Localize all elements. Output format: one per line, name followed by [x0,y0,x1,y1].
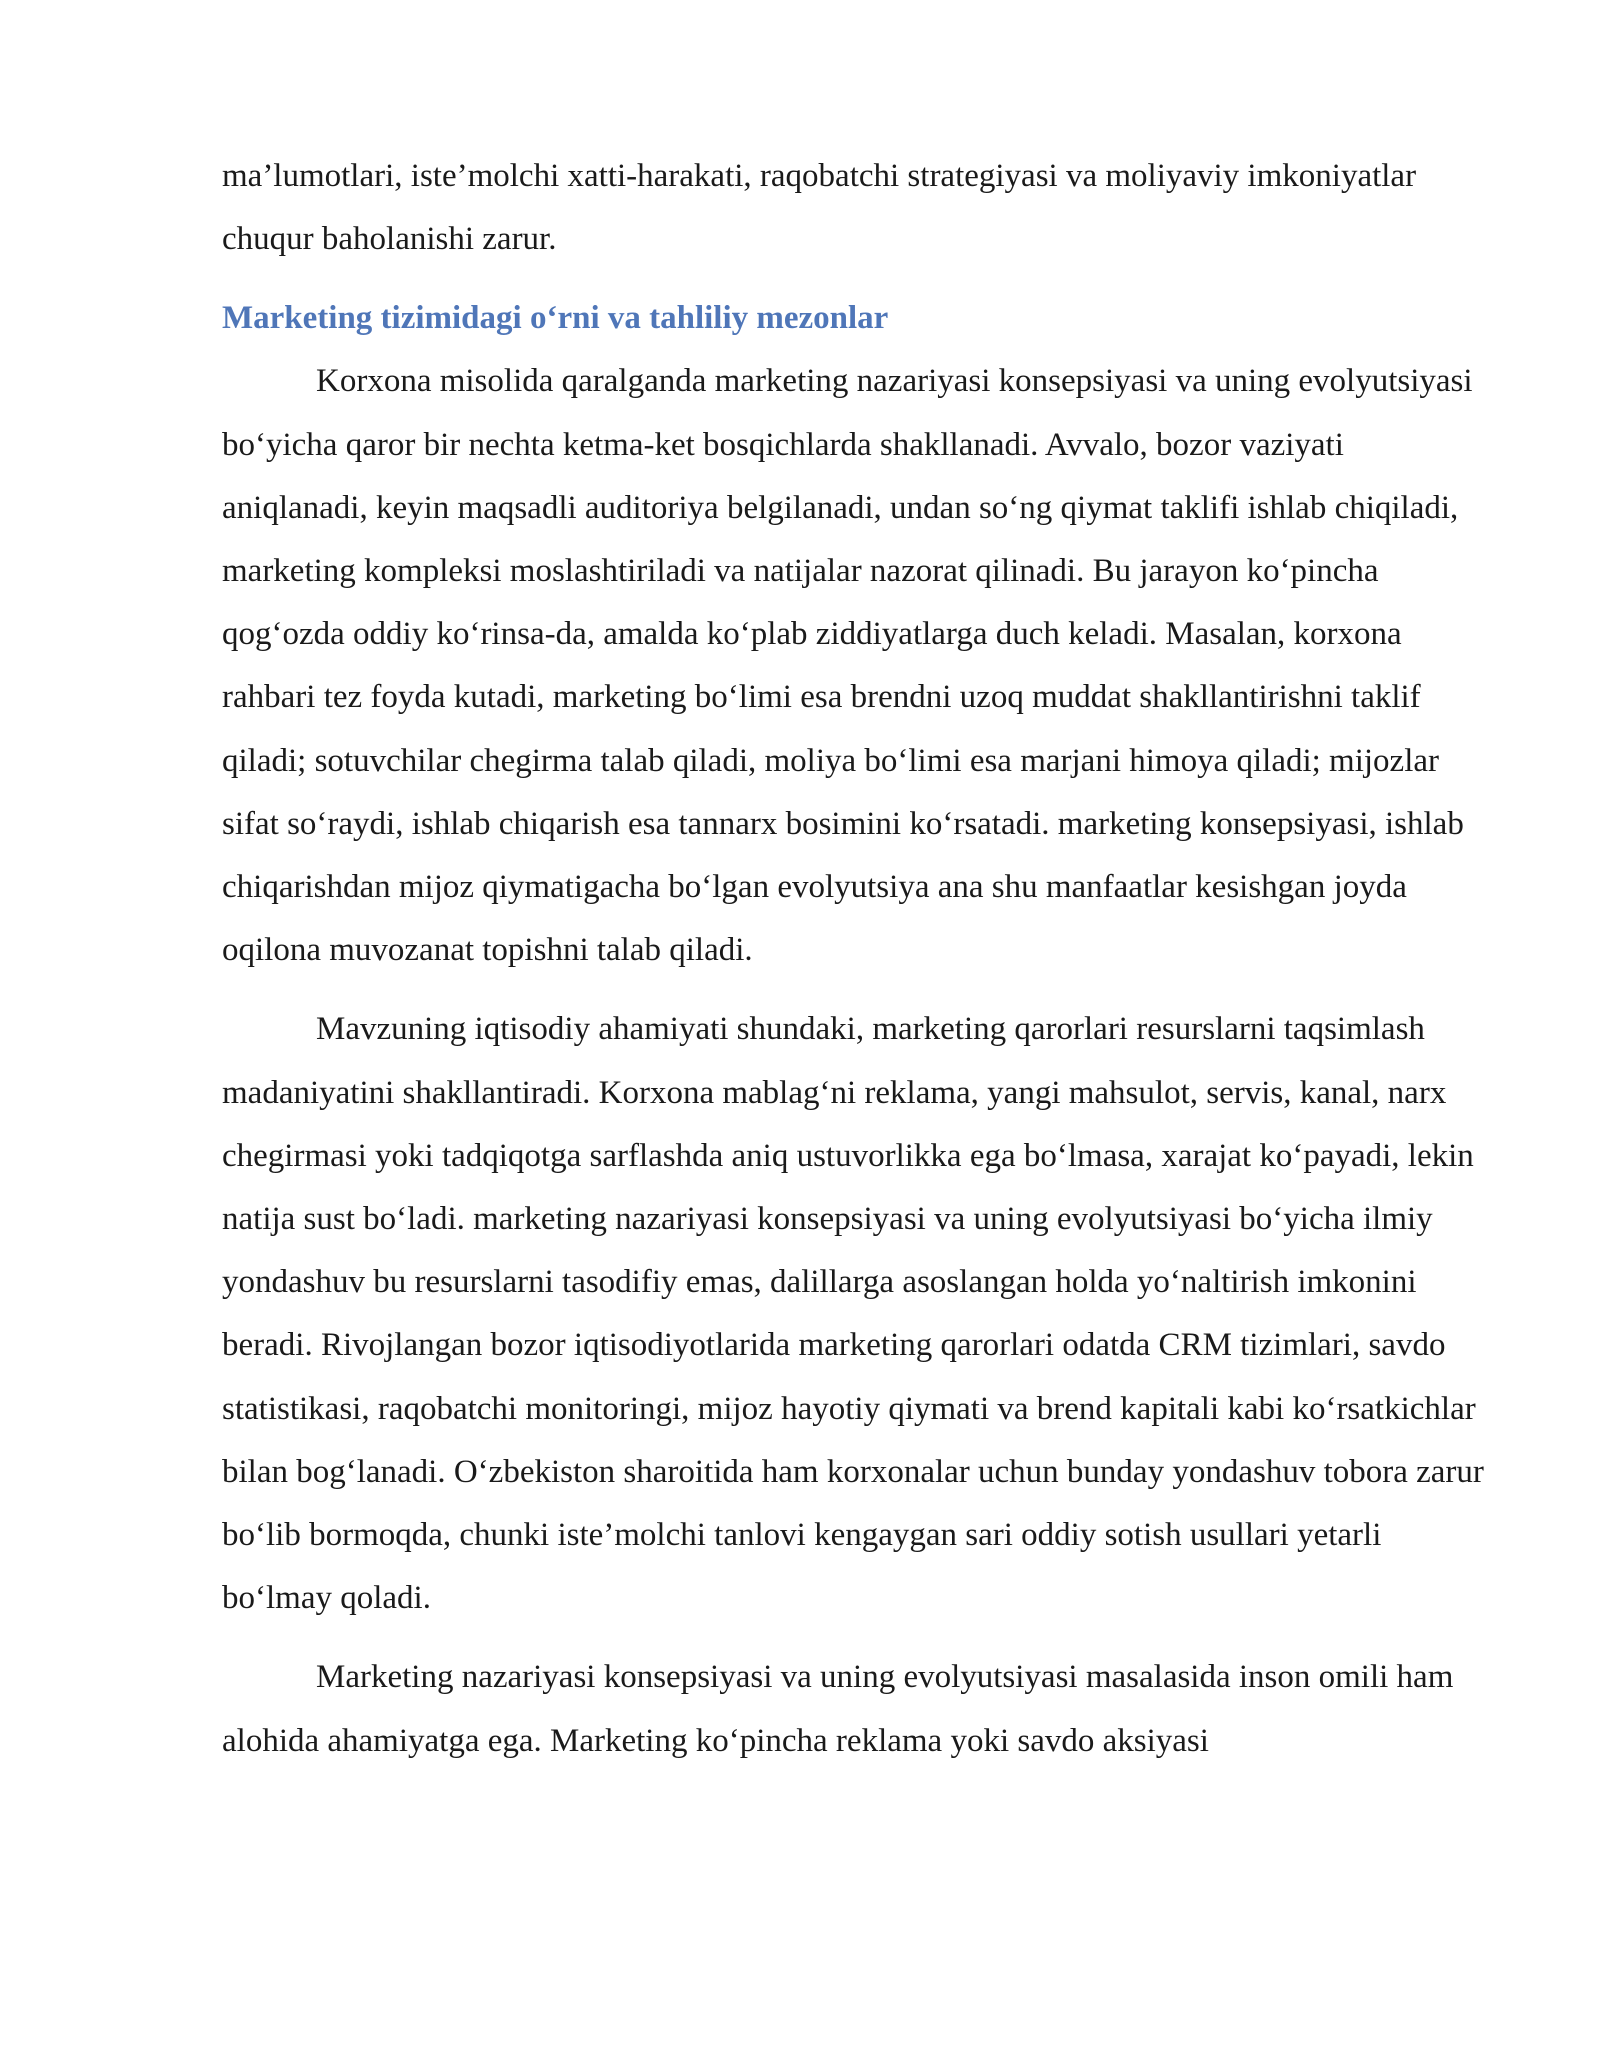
body-paragraph-3: Marketing nazariyasi konsepsiyasi va uning evolyutsiyasi masalasida inson omili ham alohida ahamiyatga ega. Marketing ko‘pincha reklama yoki savdo aksiyasi [222,1659,1454,1759]
page-body [222,145,1492,1789]
intro-paragraph: ma’lumotlari, iste’molchi xatti-harakati, raqobatchi strategiyasi va moliyaviy imkoniyatlar chuqur baholanishi zarur. [222,158,1417,258]
section-heading: Marketing tizimidagi o‘rni va tahliliy mezonlar [222,300,889,337]
body-paragraph-2: Mavzuning iqtisodiy ahamiyati shundaki, marketing qarorlari resurslarni taqsimlash madaniyatini shakllantiradi. Korxona mablag‘ni reklama, yangi mahsulot, servis, kanal, narx chegirmasi yoki tadqiqotga sarflashda aniq ustuvorlikka ega bo‘lmasa, xarajat ko‘payadi, lekin natija sust bo‘ladi. marketing nazariyasi konsepsiyasi va uning evolyutsiyasi bo‘yicha ilmiy yondashuv bu resurslarni tasodifiy emas, dalillarga asoslangan holda yo‘naltirish imkonini beradi. Rivojlangan bozor iqtisodiyotlarida marketing qarorlari odatda CRM tizimlari, savdo statistikasi, raqobatchi monitoringi, mijoz hayotiy qiymati va brend kapitali kabi ko‘rsatkichlar bilan bog‘lanadi. O‘zbekiston sharoitida ham korxonalar uchun bunday yondashuv tobora zarur bo‘lib bormoqda, chunki iste’molchi tanlovi kengaygan sari oddiy sotish usullari yetarli bo‘lmay qoladi. [222,1011,1484,1617]
body-paragraph-1: Korxona misolida qaralganda marketing nazariyasi konsepsiyasi va uning evolyutsiyasi bo‘yicha qaror bir nechta ketma-ket bosqichlarda shakllanadi. Avvalo, bozor vaziyati aniqlanadi, keyin maqsadli auditoriya belgilanadi, undan so‘ng qiymat taklifi ishlab chiqiladi, marketing kompleksi moslashtiriladi va natijalar nazorat qilinadi. Bu jarayon ko‘pincha qog‘ozda oddiy ko‘rinsa-da, amalda ko‘plab ziddiyatlarga duch keladi. Masalan, korxona rahbari tez foyda kutadi, marketing bo‘limi esa brendni uzoq muddat shakllantirishni taklif qiladi; sotuvchilar chegirma talab qiladi, moliya bo‘limi esa marjani himoya qiladi; mijozlar sifat so‘raydi, ishlab chiqarish esa tannarx bosimini ko‘rsatadi. marketing konsepsiyasi, ishlab chiqarishdan mijoz qiymatigacha bo‘lgan evolyutsiya ana shu manfaatlar kesishgan joyda oqilona muvozanat topishni talab qiladi. [222,363,1473,969]
